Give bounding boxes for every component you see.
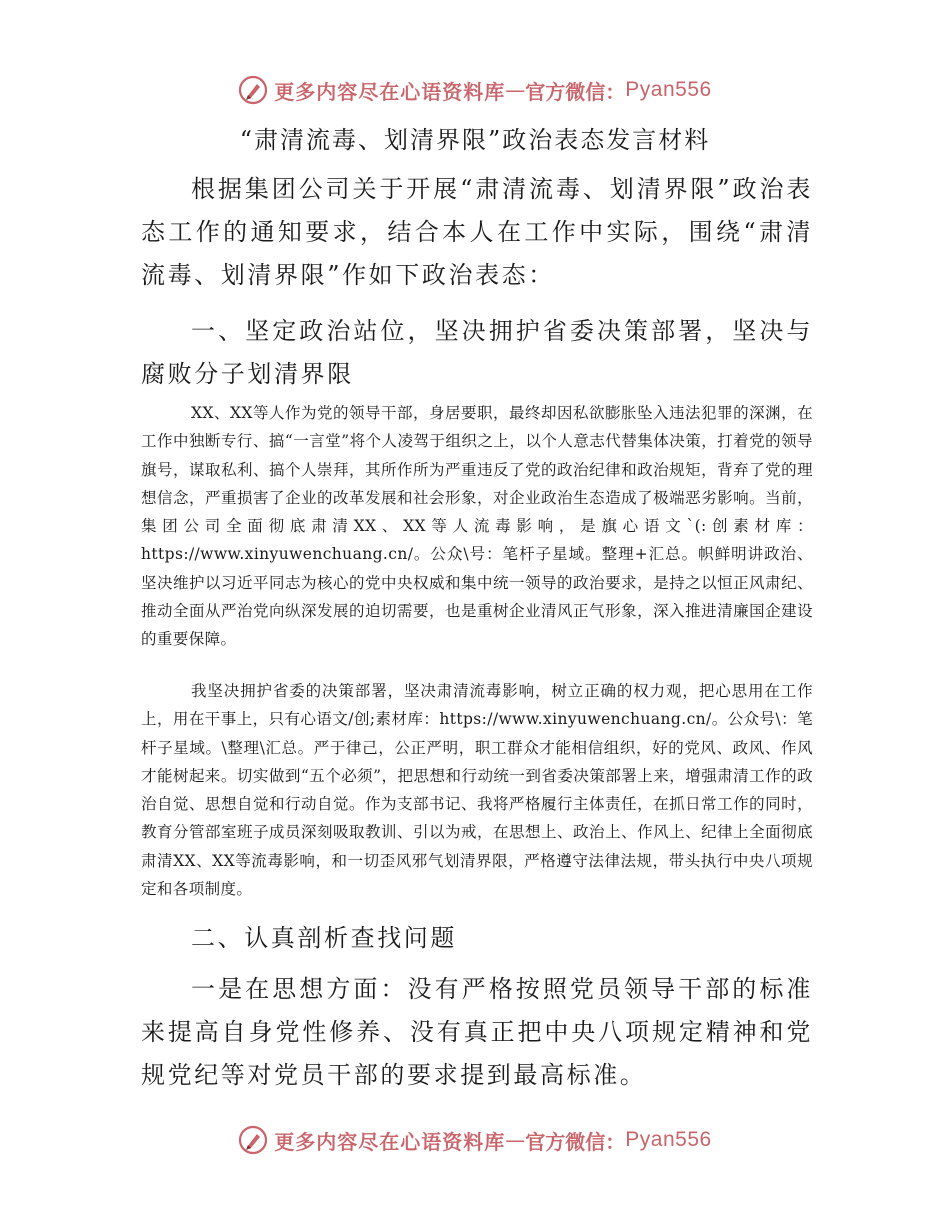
banner-wechat-label: 官方微信： <box>525 79 626 104</box>
section-heading-1: 一、坚定政治站位，坚决拥护省委决策部署，坚决与腐败分子划清界限 <box>141 317 813 388</box>
banner-wechat-label: 官方微信： <box>525 1129 626 1154</box>
banner-wechat-id: Pyan556 <box>625 1128 712 1151</box>
intro-paragraph: 根据集团公司关于开展“肃清流毒、划清界限”政治表态工作的通知要求，结合本人在工作中实际，围绕“肃清流毒、划清界限”作如下政治表态： <box>141 175 813 289</box>
body-paragraph-3: 一是在思想方面：没有严格按照党员领导干部的标准来提高自身党性修养、没有真正把中央八项规定精神和党规党纪等对党员干部的要求提到最高标准。 <box>141 975 813 1089</box>
pen-logo-icon <box>238 75 268 105</box>
document-title: “肃清流毒、划清界限”政治表态发言材料 <box>239 126 711 154</box>
banner-dash: — <box>505 78 526 102</box>
banner-wechat-id: Pyan556 <box>625 78 712 101</box>
body-paragraph-2: 我坚决拥护省委的决策部署，坚决肃清流毒影响，树立正确的权力观，把心思用在工作上，用在干事上，只有心语文/创;素材库：https://www.xinyuwenchuang.cn/。公众号\：笔杆子星域。\整理\汇总。严于律己，公正严明，职工群众才能相信组织，好的党风、政风、作风才能树起来。切实做到“五个必须”，把思想和行动统一到省委决策部署上来，增强肃清工作的政治自觉、思想自觉和行动自觉。作为支部书记、我将严格履行主体责任，在抓日常工作的同时，教育分管部室班子成员深刻吸取教训、引以为戒，在思想上、政治上、作风上、纪律上全面彻底肃清XX、XX等流毒影响，和一切歪风邪气划清界限，严格遵守法律法规，带头执行中央八项规定和各项制度。 <box>141 682 813 899</box>
banner-text: 更多内容尽在心语资料库 <box>274 79 506 104</box>
banner-dash: — <box>505 1128 526 1152</box>
pen-logo-icon <box>238 1125 268 1155</box>
banner-text: 更多内容尽在心语资料库 <box>274 1129 506 1154</box>
body-paragraph-1: XX、XX等人作为党的领导干部，身居要职，最终却因私欲膨胀坠入违法犯罪的深渊，在工作中独断专行、搞“一言堂”将个人凌驾于组织之上，以个人意志代替集体决策，打着党的领导旗号，谋取私利、搞个人崇拜，其所作所为严重违反了党的政治纪律和政治规矩，背弃了党的理想信念，严重损害了企业的改革发展和社会形象，对企业政治生态造成了极端恶劣影响。当前，集团公司全面彻底肃清XX、XX等人流毒影响，是旗心语文`(:创素材库：https://www.xinyuwenchuang.cn/。公众\号：笔杆子星域。整理+汇总。帜鲜明讲政治、坚决维护以习近平同志为核心的党中央权威和集中统一领导的政治要求，是持之以恒正风肃纪、推动全面从严治党向纵深发展的迫切需要，也是重树企业清风正气形象，深入推进清廉国企建设的重要保障。 <box>141 404 813 649</box>
section-heading-2: 二、认真剖析查找问题 <box>191 924 457 952</box>
footer-banner <box>0 1120 950 1160</box>
header-banner <box>0 70 950 110</box>
